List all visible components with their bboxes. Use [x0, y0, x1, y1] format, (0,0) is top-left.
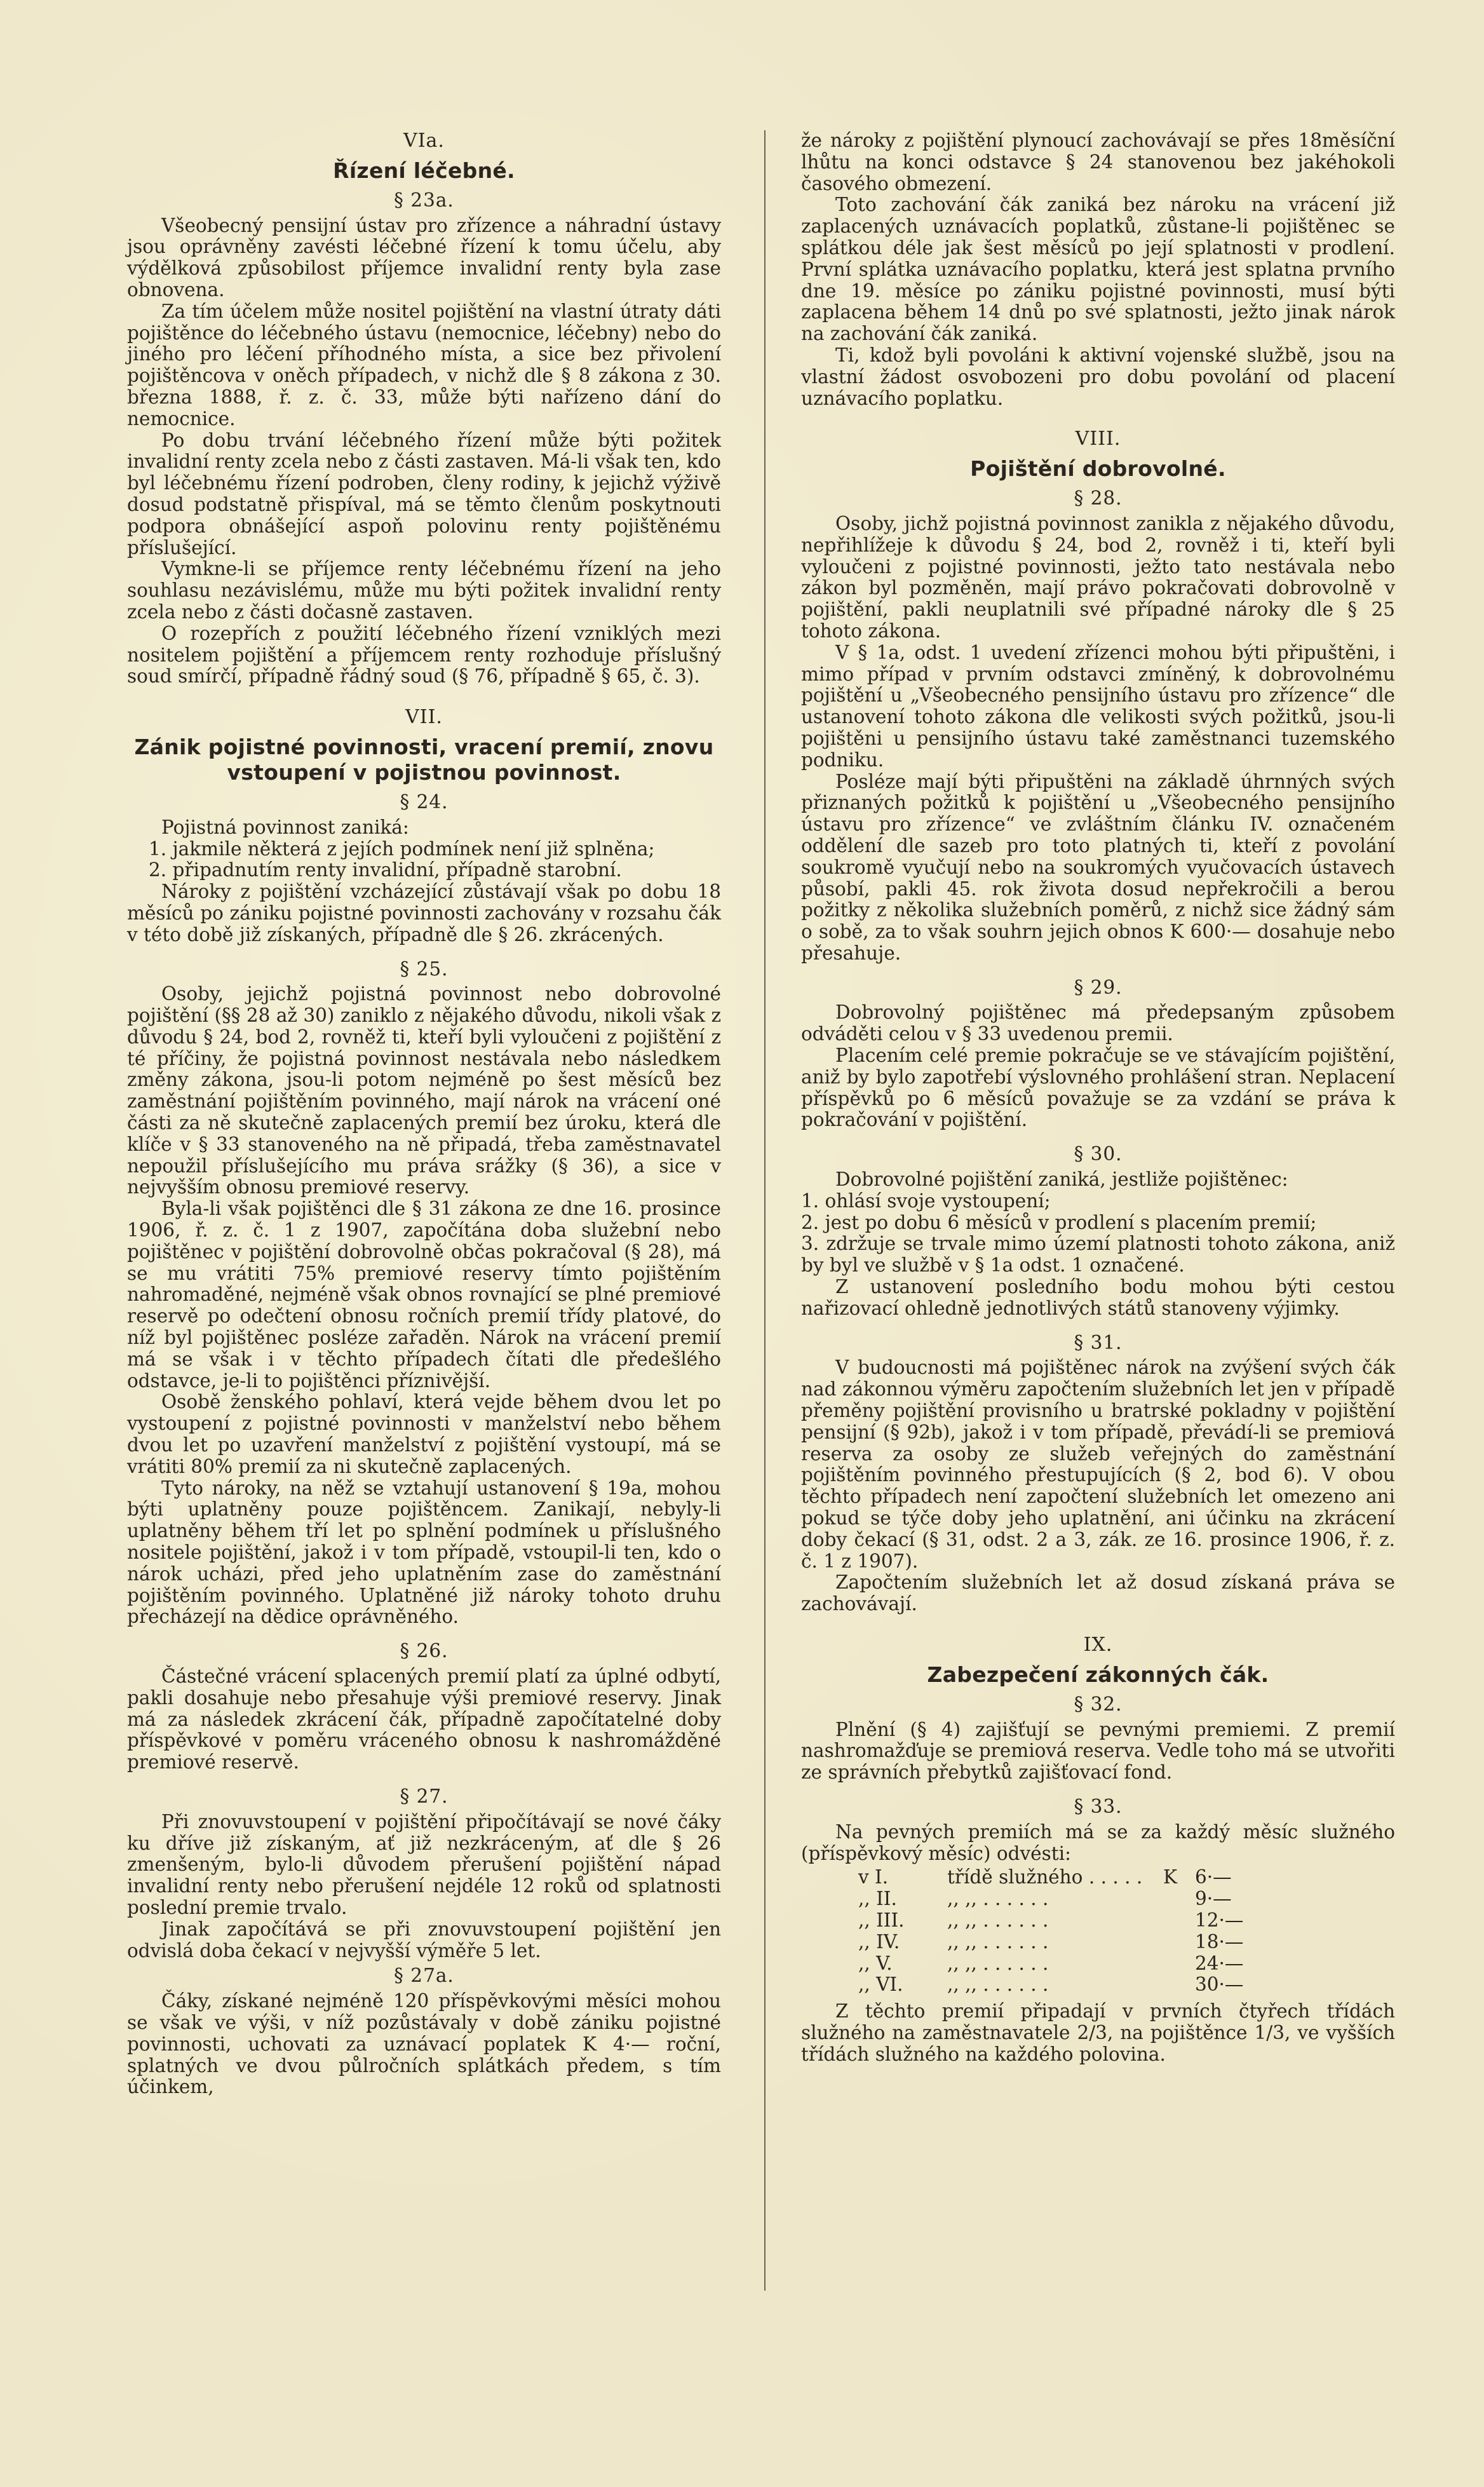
section-number: § 27. — [400, 1785, 449, 1807]
paragraph: Plnění (§ 4) zajišťují se pevnými premiemi. Z premií nashromažďuje se premiová reserva. Vedle toho má se utvořiti ze správních přebytků zajišťovací fond. — [801, 1718, 1395, 1784]
table-cell: ,, ,, . . . . . . — [947, 1909, 1049, 1931]
table-cell: ,, II. — [858, 1888, 897, 1910]
table-cell: třídě služného . . . . . — [947, 1866, 1143, 1888]
table-cell: ,, ,, . . . . . . — [947, 1888, 1049, 1910]
table-row — [858, 1932, 1252, 1953]
paragraph: Placením celé premie pokračuje se ve stávajícím pojištění, aniž by bylo zapotřebí výslovného prohlášení stran. Neplacení příspěvků po 6 měsíců považuje se za vzdání se práva k pokračování v pojištění. — [801, 1045, 1395, 1131]
paragraph: Toto zachování čák zaniká bez nároku na vrácení již zaplacených uznávacích poplatků, zůstane-li pojištěnec se splátkou déle jak šest měsíců po její splatnosti v prodlení. První splátka uznávacího poplatku, která jest splatna prvního dne 19. měsíce po zániku pojistné povinnosti, musí býti zaplacena během 14 dnů po své splatnosti, ježto jinak nárok na zachování čák zaniká. — [801, 194, 1395, 345]
table-cell: ,, VI. — [858, 1974, 903, 1996]
table-cell: 18·— — [1195, 1930, 1244, 1953]
list-item: 1. ohlásí svoje vystoupení; — [801, 1189, 1051, 1212]
table-cell: K — [1163, 1866, 1178, 1888]
table-row — [858, 1888, 1252, 1910]
paragraph: Částečné vrácení splacených premií platí za úplné odbytí, pakli dosahuje nebo přesahuje výši premiové reservy. Jinak má za následek zkrácení čák, případně započítatelné doby příspěvkové v poměru vráceného obnosu k nashromážděné premiové reservě. — [127, 1665, 721, 1773]
chapter-number: VII. — [405, 706, 443, 729]
chapter-number: VIII. — [1075, 428, 1121, 451]
chapter-title: Zabezpečení zákonných čák. — [927, 1662, 1269, 1687]
paragraph: Dobrovolné pojištění zaniká, jestliže pojištěnec: — [835, 1169, 1288, 1191]
table-cell: ,, ,, . . . . . . — [947, 1952, 1049, 1974]
list-item: 3. zdržuje se trvale mimo území platnosti tohoto zákona, aniž by byl ve službě v § 1a odst. 1 označené. — [801, 1233, 1395, 1277]
section-number: § 23a. — [394, 189, 454, 211]
paragraph: Po dobu trvání léčebného řízení může býti požitek invalidní renty zcela nebo z části zastaven. Má-li však ten, kdo byl léčebnému řízení podroben, členy rodiny, k jejichž výživě dosud podstatně přispíval, má se těmto členům poskytnouti podpora obnášející aspoň polovinu renty pojištěnému příslušející. — [127, 429, 721, 559]
table-cell: ,, ,, . . . . . . — [947, 1930, 1049, 1953]
chapter-title: Pojištění dobrovolné. — [970, 456, 1226, 482]
table-cell — [1163, 1974, 1195, 1996]
table-row — [858, 1910, 1252, 1932]
paragraph: Osoby, jichž pojistná povinnost zanikla z nějakého důvodu, nepřihlížeje k důvodu § 24, bod 2, rovněž i ti, kteří byli vyloučeni z pojistné povinnosti, ježto tato nestávala nebo zákon byl pozměněn, mají právo pokračovati dobrovolně v pojištění, pakli neuplatnili své případné nároky dle § 25 tohoto zákona. — [801, 512, 1395, 642]
chapter-number: IX. — [1083, 1634, 1113, 1656]
table-cell — [1163, 1888, 1195, 1910]
two-column-layout — [127, 130, 1395, 2443]
paragraph: V § 1a, odst. 1 uvedení zřízenci mohou býti připuštěni, i mimo případ v prvním odstavci zmíněný, k dobrovolnému pojištění u „Všeobecného pensijního ústavu pro zřízence“ dle ustanovení tohoto zákona dle velikosti svých požitků, jsou-li pojištěni u pensijního ústavu také zaměstnanci tuzemského podniku. — [801, 641, 1395, 771]
list-item: 1. jakmile některá z jejích podmínek není již splněna; — [149, 837, 655, 860]
table-cell: ,, III. — [858, 1909, 905, 1931]
paragraph: Dobrovolný pojištěnec má předepsaným způsobem odváděti celou v § 33 uvedenou premii. — [801, 1001, 1395, 1045]
chapter-number: VIa. — [403, 130, 445, 152]
table-cell: 6·— — [1195, 1866, 1232, 1888]
table-cell — [1163, 1953, 1195, 1975]
table-cell: 12·— — [1195, 1909, 1244, 1931]
section-number: § 31. — [1074, 1331, 1123, 1353]
chapter-title: Řízení léčebné. — [333, 158, 515, 183]
premium-table — [858, 1867, 1252, 1996]
table-row — [858, 1953, 1252, 1975]
paragraph: Byla-li však pojištěnci dle § 31 zákona ze dne 16. prosince 1906, ř. z. č. 1 z 1907, započítána doba služební nebo pojištěnec v pojištění dobrovolně občas pokračoval (§ 28), má se mu vrátiti 75% premiové reservy tímto pojištěním nahromaděné, nejméně však obnos rovnající se plné premiové reservě po odečtení obnosu ročních premií třídy platové, do níž byl pojištěnec posléze zařaděn. Nárok na vrácení premií má se však i v těchto případech čítati dle předešlého odstavce, je-li to pojištěnci příznivější. — [127, 1198, 721, 1392]
chapter-title: Zánik pojistné povinnosti, vracení premií, znovu vstoupení v pojistnou povinnost. — [134, 734, 714, 785]
table-row — [858, 1974, 1252, 1996]
table-cell: 9·— — [1195, 1888, 1232, 1910]
left-column — [127, 130, 721, 2443]
section-number: § 30. — [1074, 1143, 1123, 1165]
paragraph: Při znovuvstoupení v pojištění připočítávají se nové čáky ku dříve již získaným, ať již nezkráceným, ať dle § 26 zmenšeným, bylo-li důvodem přerušení pojištění nápad invalidní renty nebo přerušení nejdéle 12 roků od splatnosti poslední premie trvalo. — [127, 1810, 721, 1918]
paragraph: Osobě ženského pohlaví, která vejde během dvou let po vystoupení z pojistné povinnosti v manželství nebo během dvou let po uzavření manželství z pojištění vystoupí, má se vrátiti 80% premií za ni skutečně zaplacených. — [127, 1391, 721, 1477]
section-number: § 28. — [1074, 487, 1123, 510]
paragraph: V budoucnosti má pojištěnec nárok na zvýšení svých čák nad zákonnou výměru započtením služebních let jen v případě přeměny pojištění provisního u bratrské pokladny v pojištění pensijní (§ 92b), jakož i v tom případě, převádí-li se premiová reserva za osoby ze služeb veřejných do zaměstnání pojištěním povinného přestupujících (§ 2, bod 6). V obou těchto případech není započtení služebních let omezeno ani pokud se týče doby jeho uplatnění, ani účinku na zkrácení doby čekací (§ 31, odst. 2 a 3, zák. ze 16. prosince 1906, ř. z. č. 1 z 1907). — [801, 1357, 1395, 1572]
paragraph: Posléze mají býti připuštěni na základě úhrnných svých přiznaných požitků k pojištění u „Všeobecného pensijního ústavu pro zřízence“ ve zvláštním článku IV. označeném oddělení dle sazeb pro toto platných ti, kteří z povolání soukromě vyučují nebo na soukromých vyučovacích ústavech působí, pakli 45. rok života dosud nepřekročili a berou požitky z několika služebních poměrů, z nichž sice žádný sám o sobě, za to však souhrn jejich obnos K 600·— dosahuje nebo přesahuje. — [801, 770, 1395, 964]
paragraph: že nároky z pojištění plynoucí zachovávají se přes 18měsíční lhůtu na konci odstavce § 24 stanovenou bez jakéhokoli časového obmezení. — [801, 130, 1395, 194]
paragraph: O rozepřích z použití léčebného řízení vzniklých mezi nositelem pojištění a příjemcem renty rozhoduje příslušný soud smírčí, případně řádný soud (§ 76, případně § 65, č. 3). — [127, 622, 721, 688]
paragraph: Všeobecný pensijní ústav pro zřízence a náhradní ústavy jsou oprávněny zavésti léčebné řízení k tomu účelu, aby výdělková způsobilost příjemce invalidní renty byla zase obnovena. — [127, 214, 721, 301]
paragraph: Pojistná povinnost zaniká: — [161, 816, 409, 838]
paragraph: Z těchto premií připadají v prvních čtyřech třídách služného na zaměstnavatele 2/3, na pojištěnce 1/3, ve vyšších třídách služného na každého polovina. — [801, 2000, 1395, 2065]
section-number: § 24. — [400, 790, 449, 813]
section-number: § 26. — [400, 1640, 449, 1662]
list-item: 2. jest po dobu 6 měsíců v prodlení s placením premií; — [801, 1211, 1317, 1233]
table-cell — [1163, 1910, 1195, 1932]
table-row — [858, 1867, 1252, 1888]
paragraph: Za tím účelem může nositel pojištění na vlastní útraty dáti pojištěnce do léčebného ústavu (nemocnice, léčebny) nebo do jiného pro léčení příhodného místa, a sice bez přivolení pojištěncova v oněch případech, v nichž dle § 8 zákona z 30. března 1888, ř. z. č. 33, může býti nařízeno dání do nemocnice. — [127, 300, 721, 430]
section-number: § 29. — [1074, 976, 1123, 998]
table-cell: ,, IV. — [858, 1930, 900, 1953]
paragraph: Započtením služebních let až dosud získaná práva se zachovávají. — [801, 1571, 1395, 1615]
table-cell: v I. — [858, 1866, 889, 1888]
section-number: § 32. — [1074, 1693, 1123, 1715]
table-cell — [1163, 1932, 1195, 1953]
paragraph: Jinak započítává se při znovuvstoupení pojištění jen odvislá doba čekací v nejvyšší výměře 5 let. — [127, 1918, 721, 1962]
section-number: § 27a. — [394, 1965, 454, 1987]
list-item: 2. připadnutím renty invalidní, případně starobní. — [149, 859, 622, 881]
table-cell: 24·— — [1195, 1952, 1244, 1974]
paragraph: Na pevných premiích má se za každý měsíc služného (příspěvkový měsíc) odvésti: — [801, 1820, 1395, 1864]
paragraph: Nároky z pojištění vzcházející zůstávají však po dobu 18 měsíců po zániku pojistné povinnosti zachovány v rozsahu čák v této době již získaných, případně dle § 26. zkrácených. — [127, 881, 721, 945]
paragraph: Z ustanovení posledního bodu mohou býti cestou nařizovací ohledně jednotlivých států stanoveny výjimky. — [801, 1276, 1395, 1319]
column-divider — [764, 130, 766, 2291]
paragraph: Vymkne-li se příjemce renty léčebnému řízení na jeho souhlasu nezávislému, může mu býti požitek invalidní renty zcela nebo z části dočasně zastaven. — [127, 558, 721, 623]
section-number: § 33. — [1074, 1795, 1123, 1817]
right-column — [801, 130, 1395, 2443]
table-cell: ,, V. — [858, 1952, 893, 1974]
paragraph: Ti, kdož byli povoláni k aktivní vojenské službě, jsou na vlastní žádost osvobozeni pro dobu povolání od placení uznávacího poplatku. — [801, 344, 1395, 409]
section-number: § 25. — [400, 958, 449, 980]
paragraph: Tyto nároky, na něž se vztahují ustanovení § 19a, mohou býti uplatněny pouze pojištěncem. Zanikají, nebyly-li uplatněny během tří let po splnění podmínek u příslušného nositele pojištění, jakož i v tom případě, vstoupil-li ten, kdo o nárok ucházi, před jeho uplatněním zase do zaměstnání pojištěním povinného. Uplatněné již nároky tohoto druhu přecházejí na dědice oprávněného. — [127, 1477, 721, 1628]
paragraph: Osoby, jejichž pojistná povinnost nebo dobrovolné pojištění (§§ 28 až 30) zaniklo z nějakého důvodu, nikoli však z důvodu § 24, bod 2, rovněž ti, kteří byli vyloučeni z pojištění z té příčiny, že pojistná povinnost nestávala nebo následkem změny zákona, jsou-li potom nejméně po šest měsíců bez zaměstnání pojištěním povinného, mají nárok na vrácení oné části za ně skutečně zaplacených premií bez úroku, která dle klíče v § 33 stanoveného na ně připadá, třeba zaměstnavatel nepoužil příslušejícího mu práva srážky (§ 36), a sice v nejvyšším obnosu premiové reservy. — [127, 983, 721, 1198]
table-cell: ,, ,, . . . . . . — [947, 1974, 1049, 1996]
table-cell: 30·— — [1195, 1974, 1244, 1996]
paragraph: Čáky, získané nejméně 120 příspěvkovými měsíci mohou se však ve výši, v níž pozůstávaly v době zániku pojistné povinnosti, uchovati za uznávací poplatek K 4·— roční, splatných ve dvou půlročních splátkách předem, s tím účinkem, — [127, 1990, 721, 2098]
